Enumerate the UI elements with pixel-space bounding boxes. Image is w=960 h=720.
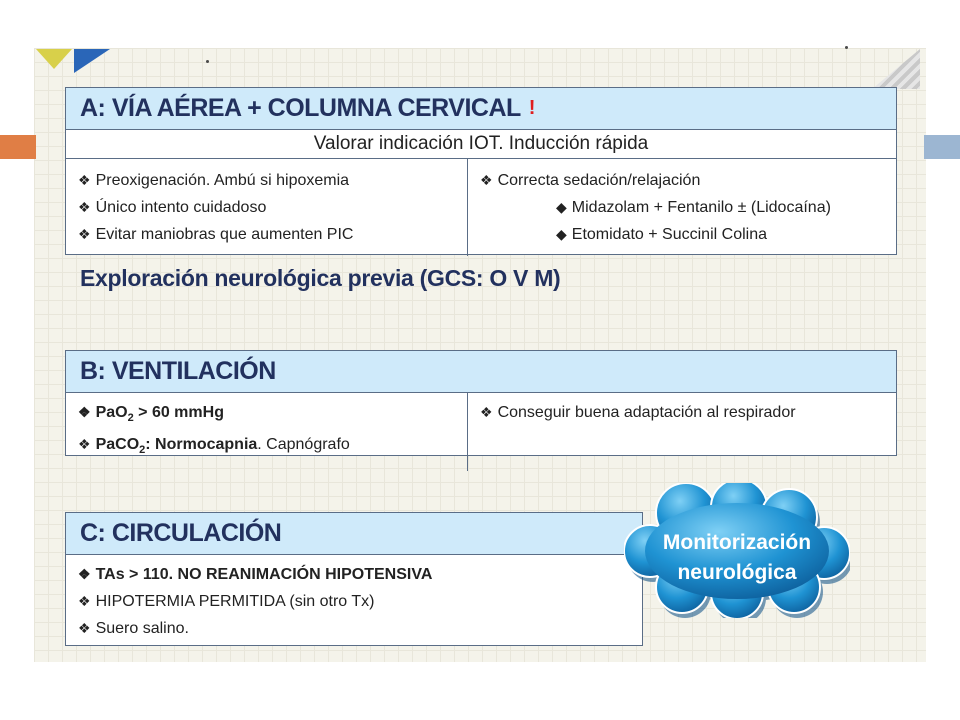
list-item: ❖ PaO$_2$ > 60 mmHg (78, 404, 224, 425)
diamond-bullet-icon: ◆ (556, 199, 567, 215)
bottom-margin (0, 662, 960, 720)
bullet-icon: ❖ (78, 172, 91, 188)
section-circulation (65, 512, 643, 646)
section-airway (65, 87, 897, 255)
bullet-icon: ❖ (78, 620, 91, 636)
list-item: ❖ Correcta sedación/relajación (480, 172, 701, 189)
bullet-icon: ❖ (78, 226, 91, 242)
blue-accent-bar (924, 135, 960, 159)
list-item: ❖ Único intento cuidadoso (78, 199, 267, 216)
bullet-icon: ❖ (78, 436, 91, 453)
list-item: ❖ TAs > 110. NO REANIMACIÓN HIPOTENSIVA (78, 566, 433, 583)
neuro-exploration-heading: Exploración neurológica previa (GCS: O V M) (80, 265, 561, 291)
list-subitem: ◆ Midazolam + Fentanilo ± (Lidocaína) (556, 199, 831, 216)
blue-corner-triangle (74, 49, 110, 73)
section-airway-title: A: VÍA AÉREA + COLUMNA CERVICAL (80, 94, 521, 122)
section-airway-header (66, 88, 896, 130)
ventilation-left-column (66, 393, 468, 471)
paper-speck (206, 60, 209, 63)
list-item: ❖ Suero salino. (78, 620, 189, 637)
list-item: ❖ HIPOTERMIA PERMITIDA (sin otro Tx) (78, 593, 375, 610)
list-item: ❖ Preoxigenación. Ambú si hipoxemia (78, 172, 350, 189)
circulation-list (66, 555, 642, 650)
section-circulation-header: C: CIRCULACIÓN (66, 513, 642, 555)
section-airway-subtitle: Valorar indicación IOT. Inducción rápida (66, 130, 896, 159)
section-ventilation-header: B: VENTILACIÓN (66, 351, 896, 393)
list-subitem: ◆ Etomidato + Succinil Colina (556, 226, 767, 243)
bullet-icon: ❖ (78, 404, 91, 420)
list-item: ❖ PaCO$_2$: Normocapnia. Capnógrafo (78, 436, 350, 457)
orange-accent-bar (0, 135, 36, 159)
list-item: ❖ Evitar maniobras que aumenten PIC (78, 226, 354, 243)
bullet-icon: ❖ (480, 404, 493, 420)
bullet-icon: ❖ (78, 566, 91, 582)
section-ventilation (65, 350, 897, 456)
alert-mark: ! (528, 97, 535, 119)
section-airway-body (66, 159, 896, 256)
section-ventilation-body (66, 393, 896, 471)
paper-speck (845, 46, 848, 49)
airway-right-column (468, 159, 896, 256)
list-item: ❖ Conseguir buena adaptación al respirador (480, 404, 796, 421)
cloud-text-line1: Monitorización (662, 531, 812, 554)
yellow-corner-triangle (36, 49, 72, 69)
airway-left-column (66, 159, 468, 256)
bullet-icon: ❖ (78, 593, 91, 609)
bullet-icon: ❖ (78, 199, 91, 215)
cloud-text-line2: neurológica (677, 561, 797, 584)
ventilation-right-column (468, 393, 896, 471)
cloud-callout-text (624, 528, 850, 588)
diamond-bullet-icon: ◆ (556, 226, 567, 242)
bullet-icon: ❖ (480, 172, 493, 188)
